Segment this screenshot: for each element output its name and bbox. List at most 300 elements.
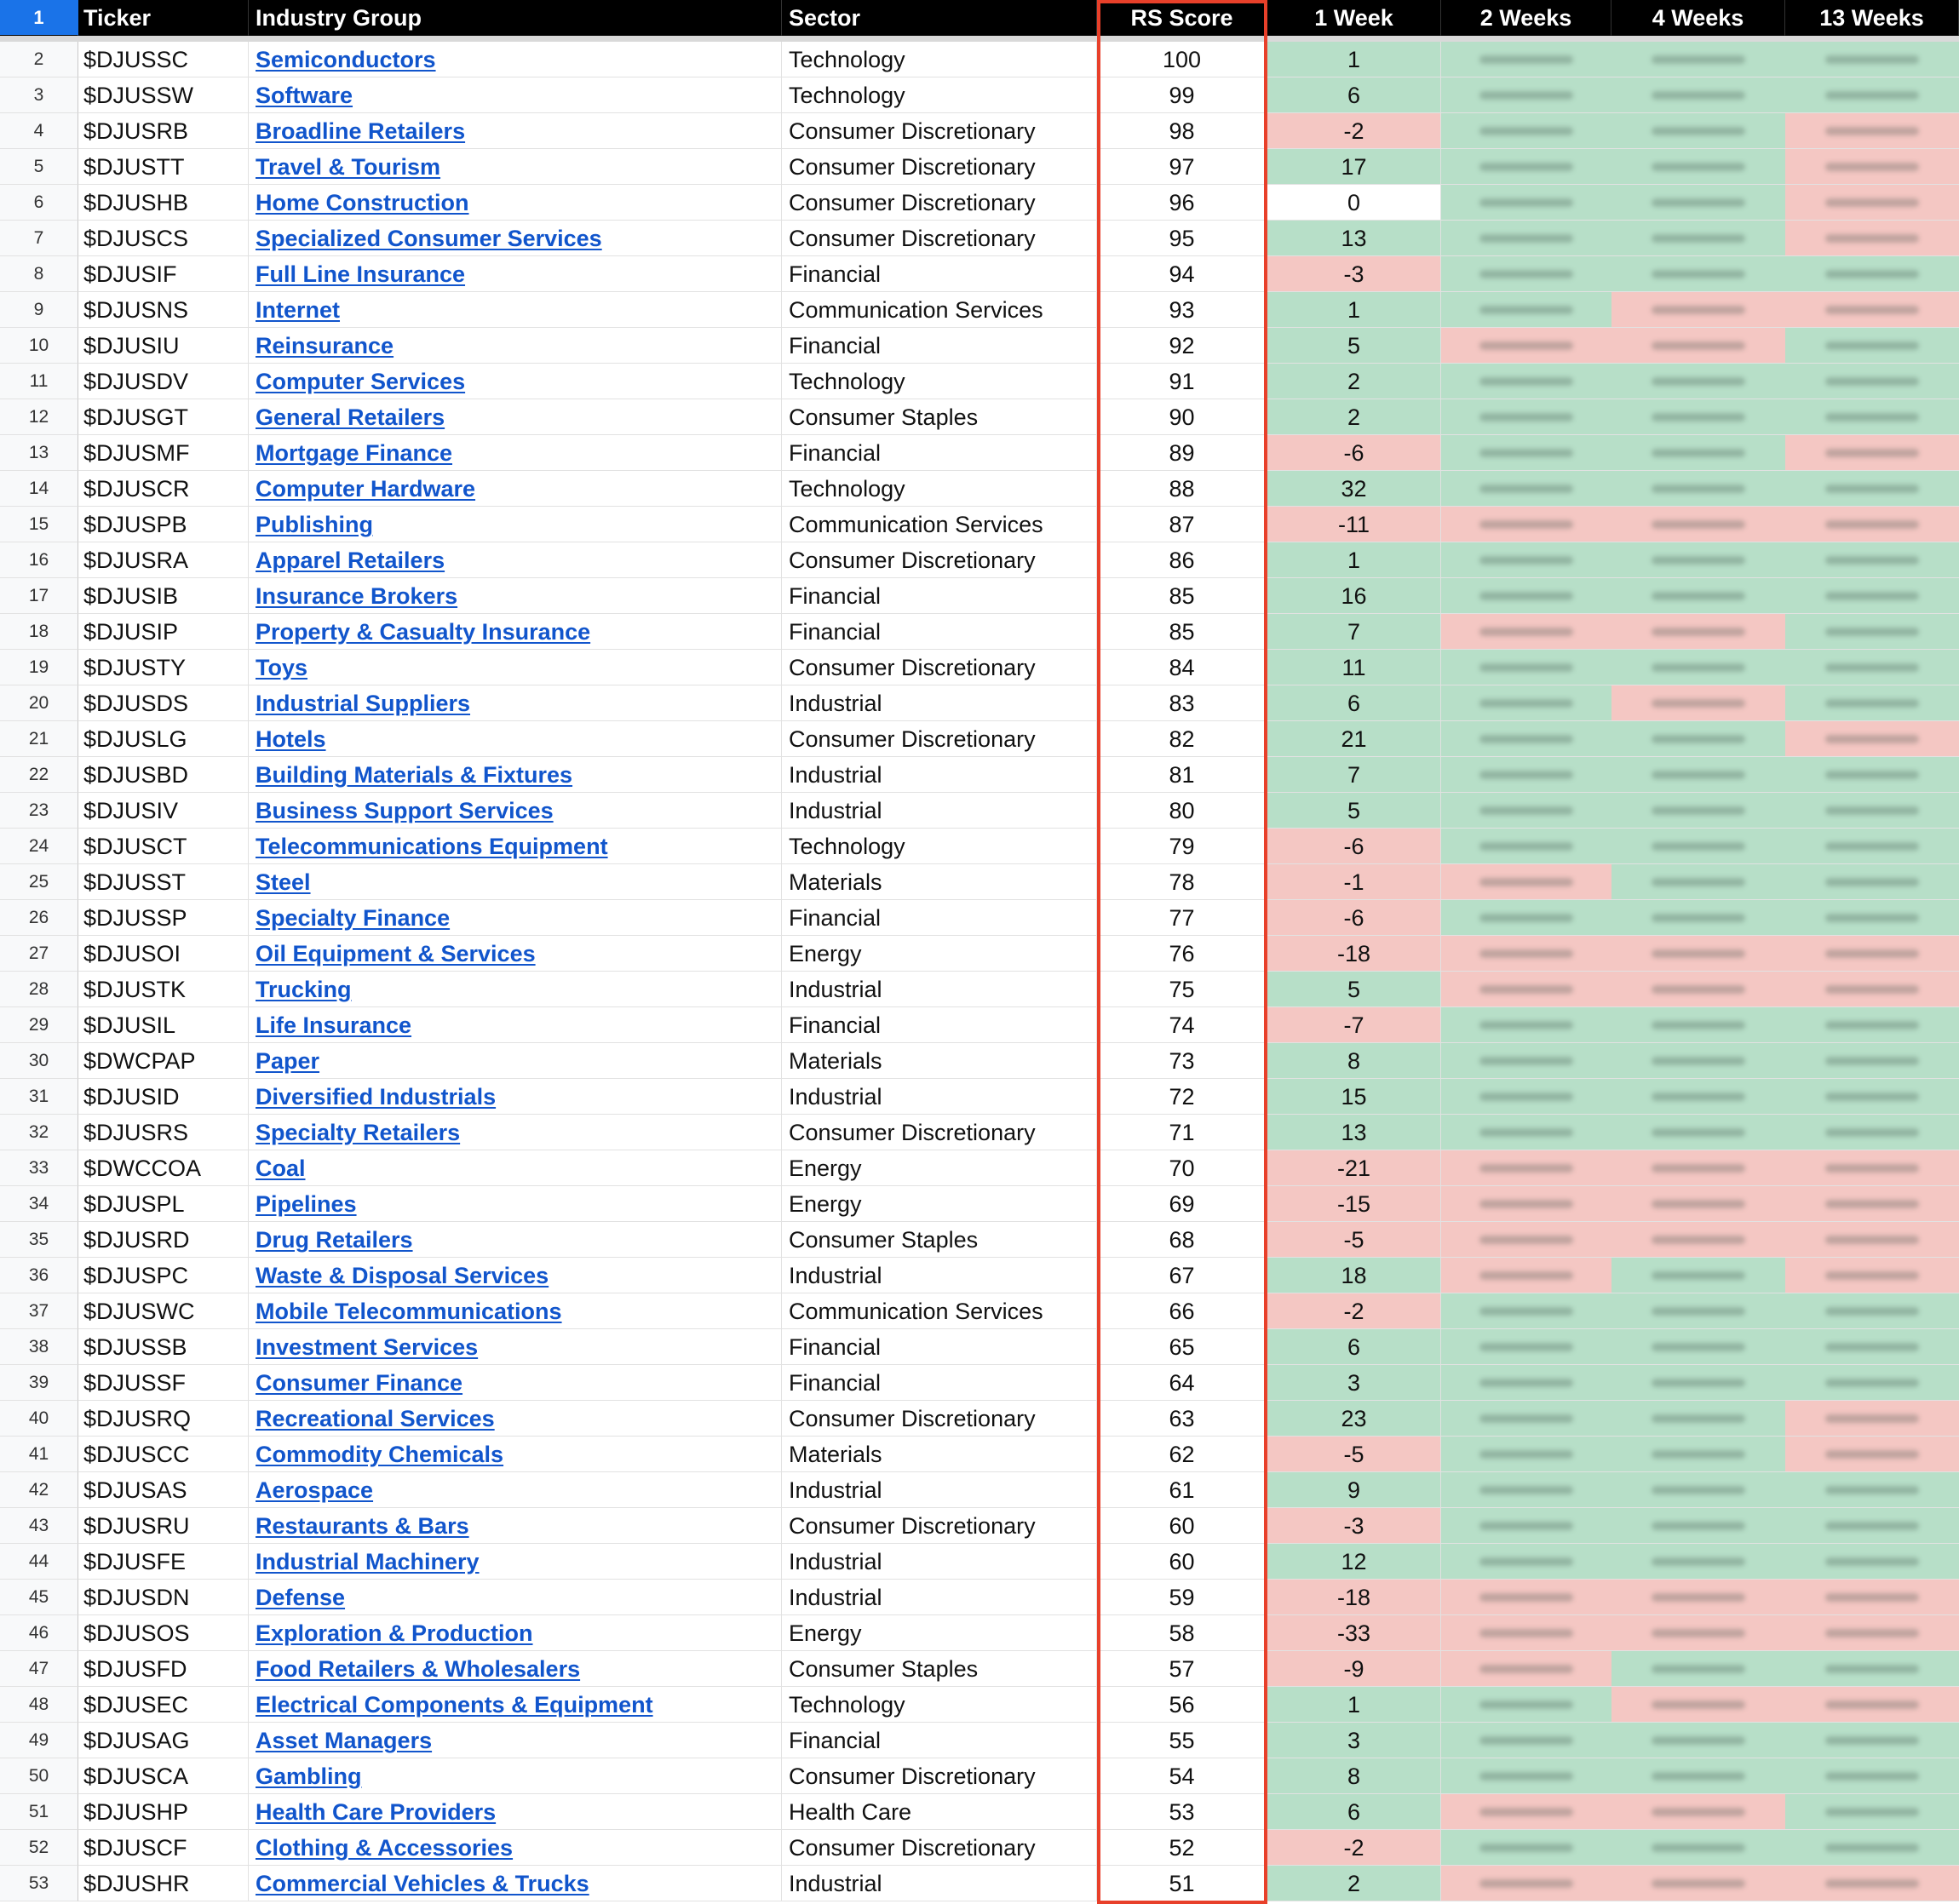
row-number[interactable]: 43 [0,1508,78,1544]
week13-cell-redacted[interactable] [1785,685,1959,721]
ticker-cell[interactable]: $DJUSLG [78,721,249,757]
industry-group-cell[interactable] [249,1186,782,1222]
industry-group-cell[interactable] [249,578,782,614]
industry-group-cell[interactable] [249,1079,782,1115]
industry-group-link[interactable]: Broadline Retailers [256,118,466,144]
week1-cell[interactable]: -2 [1267,1830,1441,1866]
week13-cell-redacted[interactable] [1785,1687,1959,1723]
rs-score-cell[interactable]: 54 [1097,1758,1267,1794]
rs-score-cell[interactable]: 85 [1097,614,1267,650]
week2-cell-redacted[interactable] [1441,471,1611,507]
industry-group-cell[interactable] [249,1651,782,1687]
row-number[interactable]: 12 [0,399,78,435]
week13-cell-redacted[interactable] [1785,1079,1959,1115]
sector-cell[interactable]: Technology [782,1687,1097,1723]
week1-cell[interactable]: 12 [1267,1544,1441,1580]
week2-cell-redacted[interactable] [1441,1079,1611,1115]
industry-group-link[interactable]: Apparel Retailers [256,548,445,573]
week13-cell-redacted[interactable] [1785,1365,1959,1401]
industry-group-cell[interactable] [249,256,782,292]
week13-cell-redacted[interactable] [1785,364,1959,399]
industry-group-link[interactable]: Hotels [256,726,326,752]
industry-group-cell[interactable] [249,900,782,936]
sector-cell[interactable]: Financial [782,1007,1097,1043]
industry-group-cell[interactable] [249,793,782,829]
week1-cell[interactable]: 5 [1267,793,1441,829]
week2-cell-redacted[interactable] [1441,507,1611,542]
rs-score-cell[interactable]: 81 [1097,757,1267,793]
week4-cell-redacted[interactable] [1611,1472,1785,1508]
week13-cell-redacted[interactable] [1785,1437,1959,1472]
industry-group-link[interactable]: Exploration & Production [256,1620,533,1646]
sector-cell[interactable]: Industrial [782,757,1097,793]
week4-cell-redacted[interactable] [1611,936,1785,972]
sector-cell[interactable]: Consumer Discretionary [782,185,1097,221]
week4-cell-redacted[interactable] [1611,1222,1785,1258]
row-number[interactable]: 21 [0,721,78,757]
ticker-cell[interactable]: $DJUSOI [78,936,249,972]
rs-score-column-header[interactable]: RS Score [1097,0,1267,36]
week4-cell-redacted[interactable] [1611,1830,1785,1866]
week2-cell-redacted[interactable] [1441,972,1611,1007]
row-number-header[interactable]: 1 [0,0,78,36]
week4-cell-redacted[interactable] [1611,1758,1785,1794]
row-number[interactable]: 28 [0,972,78,1007]
week13-cell-redacted[interactable] [1785,1043,1959,1079]
row-number[interactable]: 23 [0,793,78,829]
sector-cell[interactable]: Consumer Discretionary [782,721,1097,757]
row-number[interactable]: 9 [0,292,78,328]
rs-score-cell[interactable]: 98 [1097,113,1267,149]
week4-cell-redacted[interactable] [1611,1651,1785,1687]
ticker-cell[interactable]: $DWCCOA [78,1150,249,1186]
rs-score-cell[interactable]: 92 [1097,328,1267,364]
week2-cell-redacted[interactable] [1441,1365,1611,1401]
rs-score-cell[interactable]: 51 [1097,1866,1267,1901]
industry-group-link[interactable]: Pipelines [256,1191,357,1217]
sector-cell[interactable]: Consumer Staples [782,399,1097,435]
sector-cell[interactable]: Industrial [782,1258,1097,1293]
rs-score-cell[interactable]: 78 [1097,864,1267,900]
ticker-cell[interactable]: $DJUSIB [78,578,249,614]
industry-group-cell[interactable] [249,936,782,972]
week4-cell-redacted[interactable] [1611,864,1785,900]
row-number[interactable]: 6 [0,185,78,221]
week4-cell-redacted[interactable] [1611,757,1785,793]
week4-cell-redacted[interactable] [1611,42,1785,77]
industry-group-link[interactable]: Consumer Finance [256,1370,463,1396]
industry-group-link[interactable]: Specialized Consumer Services [256,226,602,251]
week4-cell-redacted[interactable] [1611,1687,1785,1723]
week1-cell[interactable]: -1 [1267,864,1441,900]
week2-cell-redacted[interactable] [1441,1258,1611,1293]
week2-cell-redacted[interactable] [1441,1687,1611,1723]
week1-cell[interactable]: 6 [1267,1794,1441,1830]
week4-cell-redacted[interactable] [1611,1615,1785,1651]
sector-cell[interactable]: Technology [782,471,1097,507]
week2-cell-redacted[interactable] [1441,1150,1611,1186]
industry-group-link[interactable]: Aerospace [256,1477,374,1503]
sector-cell[interactable]: Financial [782,1329,1097,1365]
week13-cell-redacted[interactable] [1785,507,1959,542]
rs-score-cell[interactable]: 85 [1097,578,1267,614]
sector-cell[interactable]: Energy [782,936,1097,972]
week13-cell-redacted[interactable] [1785,77,1959,113]
sector-cell[interactable]: Energy [782,1150,1097,1186]
week1-cell[interactable]: 1 [1267,292,1441,328]
rs-score-cell[interactable]: 71 [1097,1115,1267,1150]
week4-cell-redacted[interactable] [1611,435,1785,471]
sector-cell[interactable]: Industrial [782,1079,1097,1115]
sector-cell[interactable]: Consumer Discretionary [782,1508,1097,1544]
week1-cell[interactable]: 2 [1267,399,1441,435]
week1-cell[interactable]: 0 [1267,185,1441,221]
ticker-cell[interactable]: $DJUSHP [78,1794,249,1830]
rs-score-cell[interactable]: 73 [1097,1043,1267,1079]
row-number[interactable]: 25 [0,864,78,900]
row-number[interactable]: 41 [0,1437,78,1472]
week1-cell[interactable]: -33 [1267,1615,1441,1651]
industry-group-cell[interactable] [249,757,782,793]
ticker-cell[interactable]: $DWCPAP [78,1043,249,1079]
rs-score-cell[interactable]: 65 [1097,1329,1267,1365]
industry-group-cell[interactable] [249,471,782,507]
industry-group-cell[interactable] [249,113,782,149]
week2-cell-redacted[interactable] [1441,1830,1611,1866]
week1-cell[interactable]: -9 [1267,1651,1441,1687]
week2-cell-redacted[interactable] [1441,685,1611,721]
sector-cell[interactable]: Health Care [782,1794,1097,1830]
week13-cell-redacted[interactable] [1785,328,1959,364]
ticker-cell[interactable]: $DJUSSW [78,77,249,113]
industry-group-link[interactable]: Restaurants & Bars [256,1513,469,1539]
week4-cell-redacted[interactable] [1611,793,1785,829]
week1-cell[interactable]: -6 [1267,829,1441,864]
ticker-cell[interactable]: $DJUSMF [78,435,249,471]
industry-group-link[interactable]: Industrial Machinery [256,1549,480,1574]
week1-cell[interactable]: 17 [1267,149,1441,185]
row-number[interactable]: 7 [0,221,78,256]
week1-cell[interactable]: 1 [1267,542,1441,578]
week2-cell-redacted[interactable] [1441,113,1611,149]
week13-cell-redacted[interactable] [1785,1401,1959,1437]
week13-cell-redacted[interactable] [1785,972,1959,1007]
row-number[interactable]: 17 [0,578,78,614]
sector-cell[interactable]: Communication Services [782,292,1097,328]
industry-group-link[interactable]: Full Line Insurance [256,261,466,287]
rs-score-cell[interactable]: 90 [1097,399,1267,435]
week2-cell-redacted[interactable] [1441,435,1611,471]
industry-group-cell[interactable] [249,1401,782,1437]
week4-cell-redacted[interactable] [1611,1437,1785,1472]
week2-cell-redacted[interactable] [1441,185,1611,221]
week1-cell[interactable]: -5 [1267,1437,1441,1472]
week2-cell-redacted[interactable] [1441,1651,1611,1687]
industry-group-link[interactable]: Industrial Suppliers [256,691,471,716]
ticker-cell[interactable]: $DJUSRQ [78,1401,249,1437]
rs-score-cell[interactable]: 72 [1097,1079,1267,1115]
industry-group-column-header[interactable]: Industry Group [249,0,782,36]
industry-group-link[interactable]: Trucking [256,977,352,1002]
week2-cell-redacted[interactable] [1441,1723,1611,1758]
week2-cell-redacted[interactable] [1441,1794,1611,1830]
sector-cell[interactable]: Consumer Discretionary [782,650,1097,685]
week1-cell[interactable]: 7 [1267,757,1441,793]
ticker-cell[interactable]: $DJUSBD [78,757,249,793]
week1-cell[interactable]: 32 [1267,471,1441,507]
sector-cell[interactable]: Energy [782,1186,1097,1222]
week2-cell-redacted[interactable] [1441,829,1611,864]
ticker-cell[interactable]: $DJUSDV [78,364,249,399]
sector-cell[interactable]: Consumer Staples [782,1651,1097,1687]
industry-group-cell[interactable] [249,1258,782,1293]
industry-group-link[interactable]: Defense [256,1585,346,1610]
week1-cell[interactable]: -6 [1267,435,1441,471]
rs-score-cell[interactable]: 56 [1097,1687,1267,1723]
week2-cell-redacted[interactable] [1441,328,1611,364]
sector-cell[interactable]: Energy [782,1615,1097,1651]
industry-group-cell[interactable] [249,399,782,435]
week13-cell-redacted[interactable] [1785,1222,1959,1258]
ticker-cell[interactable]: $DJUSCT [78,829,249,864]
week1-cell[interactable]: 1 [1267,42,1441,77]
row-number[interactable]: 8 [0,256,78,292]
industry-group-link[interactable]: Business Support Services [256,798,554,823]
week13-cell-redacted[interactable] [1785,900,1959,936]
rs-score-cell[interactable]: 87 [1097,507,1267,542]
ticker-cell[interactable]: $DJUSRB [78,113,249,149]
week2-cell-redacted[interactable] [1441,149,1611,185]
row-number[interactable]: 44 [0,1544,78,1580]
week2-cell-redacted[interactable] [1441,1043,1611,1079]
rs-score-cell[interactable]: 64 [1097,1365,1267,1401]
sector-cell[interactable]: Technology [782,829,1097,864]
week13-cell-redacted[interactable] [1785,471,1959,507]
rs-score-cell[interactable]: 68 [1097,1222,1267,1258]
rs-score-cell[interactable]: 100 [1097,42,1267,77]
sector-cell[interactable]: Industrial [782,685,1097,721]
industry-group-cell[interactable] [249,542,782,578]
week1-cell[interactable]: 8 [1267,1043,1441,1079]
week13-cell-redacted[interactable] [1785,256,1959,292]
industry-group-link[interactable]: Coal [256,1156,306,1181]
week13-cell-redacted[interactable] [1785,1007,1959,1043]
sector-cell[interactable]: Industrial [782,1544,1097,1580]
week4-cell-redacted[interactable] [1611,721,1785,757]
industry-group-cell[interactable] [249,614,782,650]
week2-cell-redacted[interactable] [1441,936,1611,972]
week13-cell-redacted[interactable] [1785,292,1959,328]
week13-cell-redacted[interactable] [1785,42,1959,77]
ticker-cell[interactable]: $DJUSFE [78,1544,249,1580]
industry-group-link[interactable]: Recreational Services [256,1406,495,1431]
week13-cell-redacted[interactable] [1785,1544,1959,1580]
week13-cell-redacted[interactable] [1785,1651,1959,1687]
sector-cell[interactable]: Consumer Discretionary [782,221,1097,256]
week13-cell-redacted[interactable] [1785,221,1959,256]
week4-cell-redacted[interactable] [1611,1186,1785,1222]
week1-cell[interactable]: -18 [1267,1580,1441,1615]
week13-cell-redacted[interactable] [1785,185,1959,221]
week2-cell-redacted[interactable] [1441,1222,1611,1258]
row-number[interactable]: 16 [0,542,78,578]
ticker-cell[interactable]: $DJUSCA [78,1758,249,1794]
sector-cell[interactable]: Financial [782,578,1097,614]
row-number[interactable]: 2 [0,42,78,77]
rs-score-cell[interactable]: 76 [1097,936,1267,972]
ticker-cell[interactable]: $DJUSCF [78,1830,249,1866]
industry-group-cell[interactable] [249,1794,782,1830]
week2-cell-redacted[interactable] [1441,364,1611,399]
week13-cell-redacted[interactable] [1785,1508,1959,1544]
ticker-cell[interactable]: $DJUSDN [78,1580,249,1615]
week4-column-header[interactable]: 4 Weeks [1611,0,1785,36]
sector-cell[interactable]: Consumer Staples [782,1222,1097,1258]
week4-cell-redacted[interactable] [1611,1150,1785,1186]
industry-group-link[interactable]: Reinsurance [256,333,394,358]
ticker-cell[interactable]: $DJUSPL [78,1186,249,1222]
week4-cell-redacted[interactable] [1611,829,1785,864]
ticker-cell[interactable]: $DJUSIF [78,256,249,292]
industry-group-cell[interactable] [249,1043,782,1079]
week4-cell-redacted[interactable] [1611,1580,1785,1615]
ticker-cell[interactable]: $DJUSRU [78,1508,249,1544]
row-number[interactable]: 29 [0,1007,78,1043]
industry-group-link[interactable]: Paper [256,1048,320,1074]
rs-score-cell[interactable]: 55 [1097,1723,1267,1758]
row-number[interactable]: 48 [0,1687,78,1723]
industry-group-cell[interactable] [249,1472,782,1508]
week4-cell-redacted[interactable] [1611,149,1785,185]
ticker-cell[interactable]: $DJUSCC [78,1437,249,1472]
week2-cell-redacted[interactable] [1441,1866,1611,1901]
rs-score-cell[interactable]: 63 [1097,1401,1267,1437]
week4-cell-redacted[interactable] [1611,685,1785,721]
row-number[interactable]: 39 [0,1365,78,1401]
sector-cell[interactable]: Financial [782,1365,1097,1401]
industry-group-link[interactable]: Steel [256,869,311,895]
industry-group-link[interactable]: Oil Equipment & Services [256,941,536,966]
sector-cell[interactable]: Industrial [782,972,1097,1007]
week2-cell-redacted[interactable] [1441,1401,1611,1437]
ticker-column-header[interactable]: Ticker [78,0,249,36]
ticker-cell[interactable]: $DJUSST [78,864,249,900]
row-number[interactable]: 51 [0,1794,78,1830]
week1-cell[interactable]: 2 [1267,364,1441,399]
industry-group-cell[interactable] [249,1437,782,1472]
week1-cell[interactable]: 18 [1267,1258,1441,1293]
sector-cell[interactable]: Technology [782,364,1097,399]
ticker-cell[interactable]: $DJUSNS [78,292,249,328]
week1-cell[interactable]: 3 [1267,1723,1441,1758]
row-number[interactable]: 38 [0,1329,78,1365]
week4-cell-redacted[interactable] [1611,221,1785,256]
rs-score-cell[interactable]: 93 [1097,292,1267,328]
week2-cell-redacted[interactable] [1441,1544,1611,1580]
week13-cell-redacted[interactable] [1785,1293,1959,1329]
sector-cell[interactable]: Financial [782,435,1097,471]
industry-group-cell[interactable] [249,221,782,256]
ticker-cell[interactable]: $DJUSFD [78,1651,249,1687]
week1-cell[interactable]: 9 [1267,1472,1441,1508]
industry-group-cell[interactable] [249,685,782,721]
week1-cell[interactable]: 5 [1267,328,1441,364]
industry-group-cell[interactable] [249,650,782,685]
row-number[interactable]: 32 [0,1115,78,1150]
industry-group-cell[interactable] [249,1580,782,1615]
week13-cell-redacted[interactable] [1785,1258,1959,1293]
row-number[interactable]: 53 [0,1866,78,1901]
ticker-cell[interactable]: $DJUSIU [78,328,249,364]
week2-cell-redacted[interactable] [1441,1758,1611,1794]
ticker-cell[interactable]: $DJUSOS [78,1615,249,1651]
week4-cell-redacted[interactable] [1611,1043,1785,1079]
industry-group-link[interactable]: Gambling [256,1763,362,1789]
row-number[interactable]: 26 [0,900,78,936]
rs-score-cell[interactable]: 95 [1097,221,1267,256]
week1-cell[interactable]: 16 [1267,578,1441,614]
ticker-cell[interactable]: $DJUSEC [78,1687,249,1723]
row-number[interactable]: 27 [0,936,78,972]
industry-group-cell[interactable] [249,77,782,113]
week4-cell-redacted[interactable] [1611,1794,1785,1830]
industry-group-link[interactable]: Commercial Vehicles & Trucks [256,1871,589,1896]
row-number[interactable]: 52 [0,1830,78,1866]
sector-cell[interactable]: Financial [782,900,1097,936]
week2-cell-redacted[interactable] [1441,793,1611,829]
row-number[interactable]: 47 [0,1651,78,1687]
row-number[interactable]: 10 [0,328,78,364]
sector-cell[interactable]: Consumer Discretionary [782,149,1097,185]
week2-cell-redacted[interactable] [1441,614,1611,650]
week2-cell-redacted[interactable] [1441,650,1611,685]
ticker-cell[interactable]: $DJUSAS [78,1472,249,1508]
week4-cell-redacted[interactable] [1611,614,1785,650]
sector-cell[interactable]: Materials [782,864,1097,900]
week2-cell-redacted[interactable] [1441,578,1611,614]
industry-group-cell[interactable] [249,1866,782,1901]
rs-score-cell[interactable]: 99 [1097,77,1267,113]
week1-cell[interactable]: 5 [1267,972,1441,1007]
week13-cell-redacted[interactable] [1785,864,1959,900]
row-number[interactable]: 42 [0,1472,78,1508]
week1-cell[interactable]: -2 [1267,1293,1441,1329]
week13-cell-redacted[interactable] [1785,578,1959,614]
row-number[interactable]: 14 [0,471,78,507]
ticker-cell[interactable]: $DJUSID [78,1079,249,1115]
industry-group-link[interactable]: Home Construction [256,190,469,215]
industry-group-cell[interactable] [249,1508,782,1544]
week4-cell-redacted[interactable] [1611,900,1785,936]
sector-cell[interactable]: Communication Services [782,1293,1097,1329]
week2-cell-redacted[interactable] [1441,1329,1611,1365]
week13-cell-redacted[interactable] [1785,793,1959,829]
industry-group-link[interactable]: Health Care Providers [256,1799,497,1825]
week13-cell-redacted[interactable] [1785,1866,1959,1901]
ticker-cell[interactable]: $DJUSRS [78,1115,249,1150]
row-number[interactable]: 22 [0,757,78,793]
ticker-cell[interactable]: $DJUSIP [78,614,249,650]
week4-cell-redacted[interactable] [1611,1365,1785,1401]
week4-cell-redacted[interactable] [1611,471,1785,507]
ticker-cell[interactable]: $DJUSGT [78,399,249,435]
rs-score-cell[interactable]: 79 [1097,829,1267,864]
week2-cell-redacted[interactable] [1441,256,1611,292]
week1-cell[interactable]: 13 [1267,1115,1441,1150]
ticker-cell[interactable]: $DJUSCR [78,471,249,507]
industry-group-link[interactable]: Commodity Chemicals [256,1442,504,1467]
week13-cell-redacted[interactable] [1785,1794,1959,1830]
